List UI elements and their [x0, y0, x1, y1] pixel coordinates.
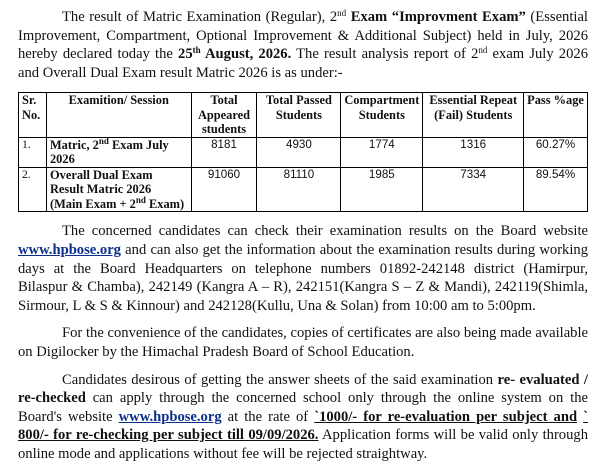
intro-text: (Essential Improvement, Compartment, Optional Improvement & Additional Subject) held in July, 2026 hereby declared today the	[18, 9, 588, 63]
reevaluation-bold: re- evaluated / re-checked	[18, 371, 588, 407]
header-total-appeared: Total Appeared students	[191, 93, 257, 138]
row-sr-no: 2.	[19, 167, 47, 212]
exam-sup: nd	[98, 135, 109, 146]
exam-text: Exam)	[145, 196, 185, 211]
row-essential-repeat: 1316	[423, 137, 524, 167]
rechecking-fee: ` 800/- for re-checking per subject till 09/09/2026.	[18, 408, 588, 444]
exam-text: Exam July 2026	[49, 137, 169, 167]
intro-text: The result analysis report of 2	[291, 46, 479, 63]
row-examination	[46, 137, 191, 167]
header-pass-percentage: Pass %age	[524, 93, 588, 138]
row-sr-no: 1.	[19, 137, 47, 167]
row-examination	[46, 167, 191, 212]
reevaluation-paragraph	[18, 371, 588, 464]
board-website-link[interactable]: www.hpbose.org	[118, 408, 222, 425]
row-essential-repeat: 7334	[423, 167, 524, 212]
intro-text: The result of Matric Examination (Regular), 2	[62, 9, 338, 25]
row-pass-percentage: 60.27%	[524, 137, 588, 167]
exam-text: Matric, 2	[49, 137, 99, 152]
row-total-appeared: 91060	[191, 167, 257, 212]
row-total-passed: 81110	[257, 167, 341, 212]
intro-text: exam July 2026 and Overall Dual Exam result Matric 2026 is as under:-	[18, 46, 588, 81]
row-pass-percentage: 89.54%	[524, 167, 588, 212]
intro-paragraph	[18, 8, 588, 82]
table-row	[19, 137, 588, 167]
result-analysis-table	[18, 92, 588, 212]
intro-sup: nd	[337, 8, 347, 18]
row-total-passed: 4930	[257, 137, 341, 167]
declaration-date-day: 25	[178, 46, 193, 63]
exam-name: Exam “Improvment Exam”	[346, 9, 526, 25]
reevaluation-text: can apply through the concerned school only through the online system on the Board's website	[18, 390, 588, 425]
declaration-date-month: August, 2026.	[200, 46, 292, 63]
reevaluation-fee: `1000/- for re-evaluation per subject and	[314, 408, 578, 425]
intro-sup: nd	[478, 45, 488, 56]
exam-text: Overall Dual Exam Result Matric 2026	[49, 167, 153, 197]
header-compartment: Compartment Students	[341, 93, 423, 138]
row-total-appeared: 8181	[191, 137, 257, 167]
row-compartment: 1985	[341, 167, 423, 212]
reevaluation-text: at the rate of	[221, 408, 315, 425]
header-total-passed: Total Passed Students	[257, 93, 341, 138]
reevaluation-text: Application forms will be valid only through online mode and applications without fee will be rejected straightway.	[18, 427, 588, 462]
exam-sup: nd	[135, 194, 146, 205]
reevaluation-text: Candidates desirous of getting the answer sheets of the said examination	[62, 371, 498, 388]
contact-text: and can also get the information about the examination results during working days at the Board Headquarters on telephone numbers 01892-242148 district (Hamirpur, Bilaspur & Chamba), 242149 (Kangra A – R), 242151(Kangra S – Z & Mandi), 242119(Shimla, Sirmour, L & S & Kinnour) and 242128(Kullu, Una & Solan) from 10:00 am to 5:00pm.	[18, 241, 588, 314]
row-compartment: 1774	[341, 137, 423, 167]
table-header-row	[19, 93, 588, 138]
table-row	[19, 167, 588, 212]
header-essential-repeat: Essential Repeat (Fail) Students	[423, 93, 524, 138]
contact-paragraph	[18, 222, 588, 315]
board-website-link[interactable]: www.hpbose.org	[18, 241, 121, 258]
contact-text: The concerned candidates can check their examination results on the Board website	[62, 223, 588, 240]
declaration-date-sup: th	[192, 45, 201, 56]
exam-text: (Main Exam + 2	[49, 196, 136, 211]
header-examination: Examition/ Session	[46, 93, 191, 138]
header-sr-no: Sr. No.	[19, 93, 47, 138]
digilocker-paragraph: For the convenience of the candidates, copies of certificates are also being made available on Digilocker by the Himachal Pradesh Board of School Education.	[18, 325, 588, 360]
